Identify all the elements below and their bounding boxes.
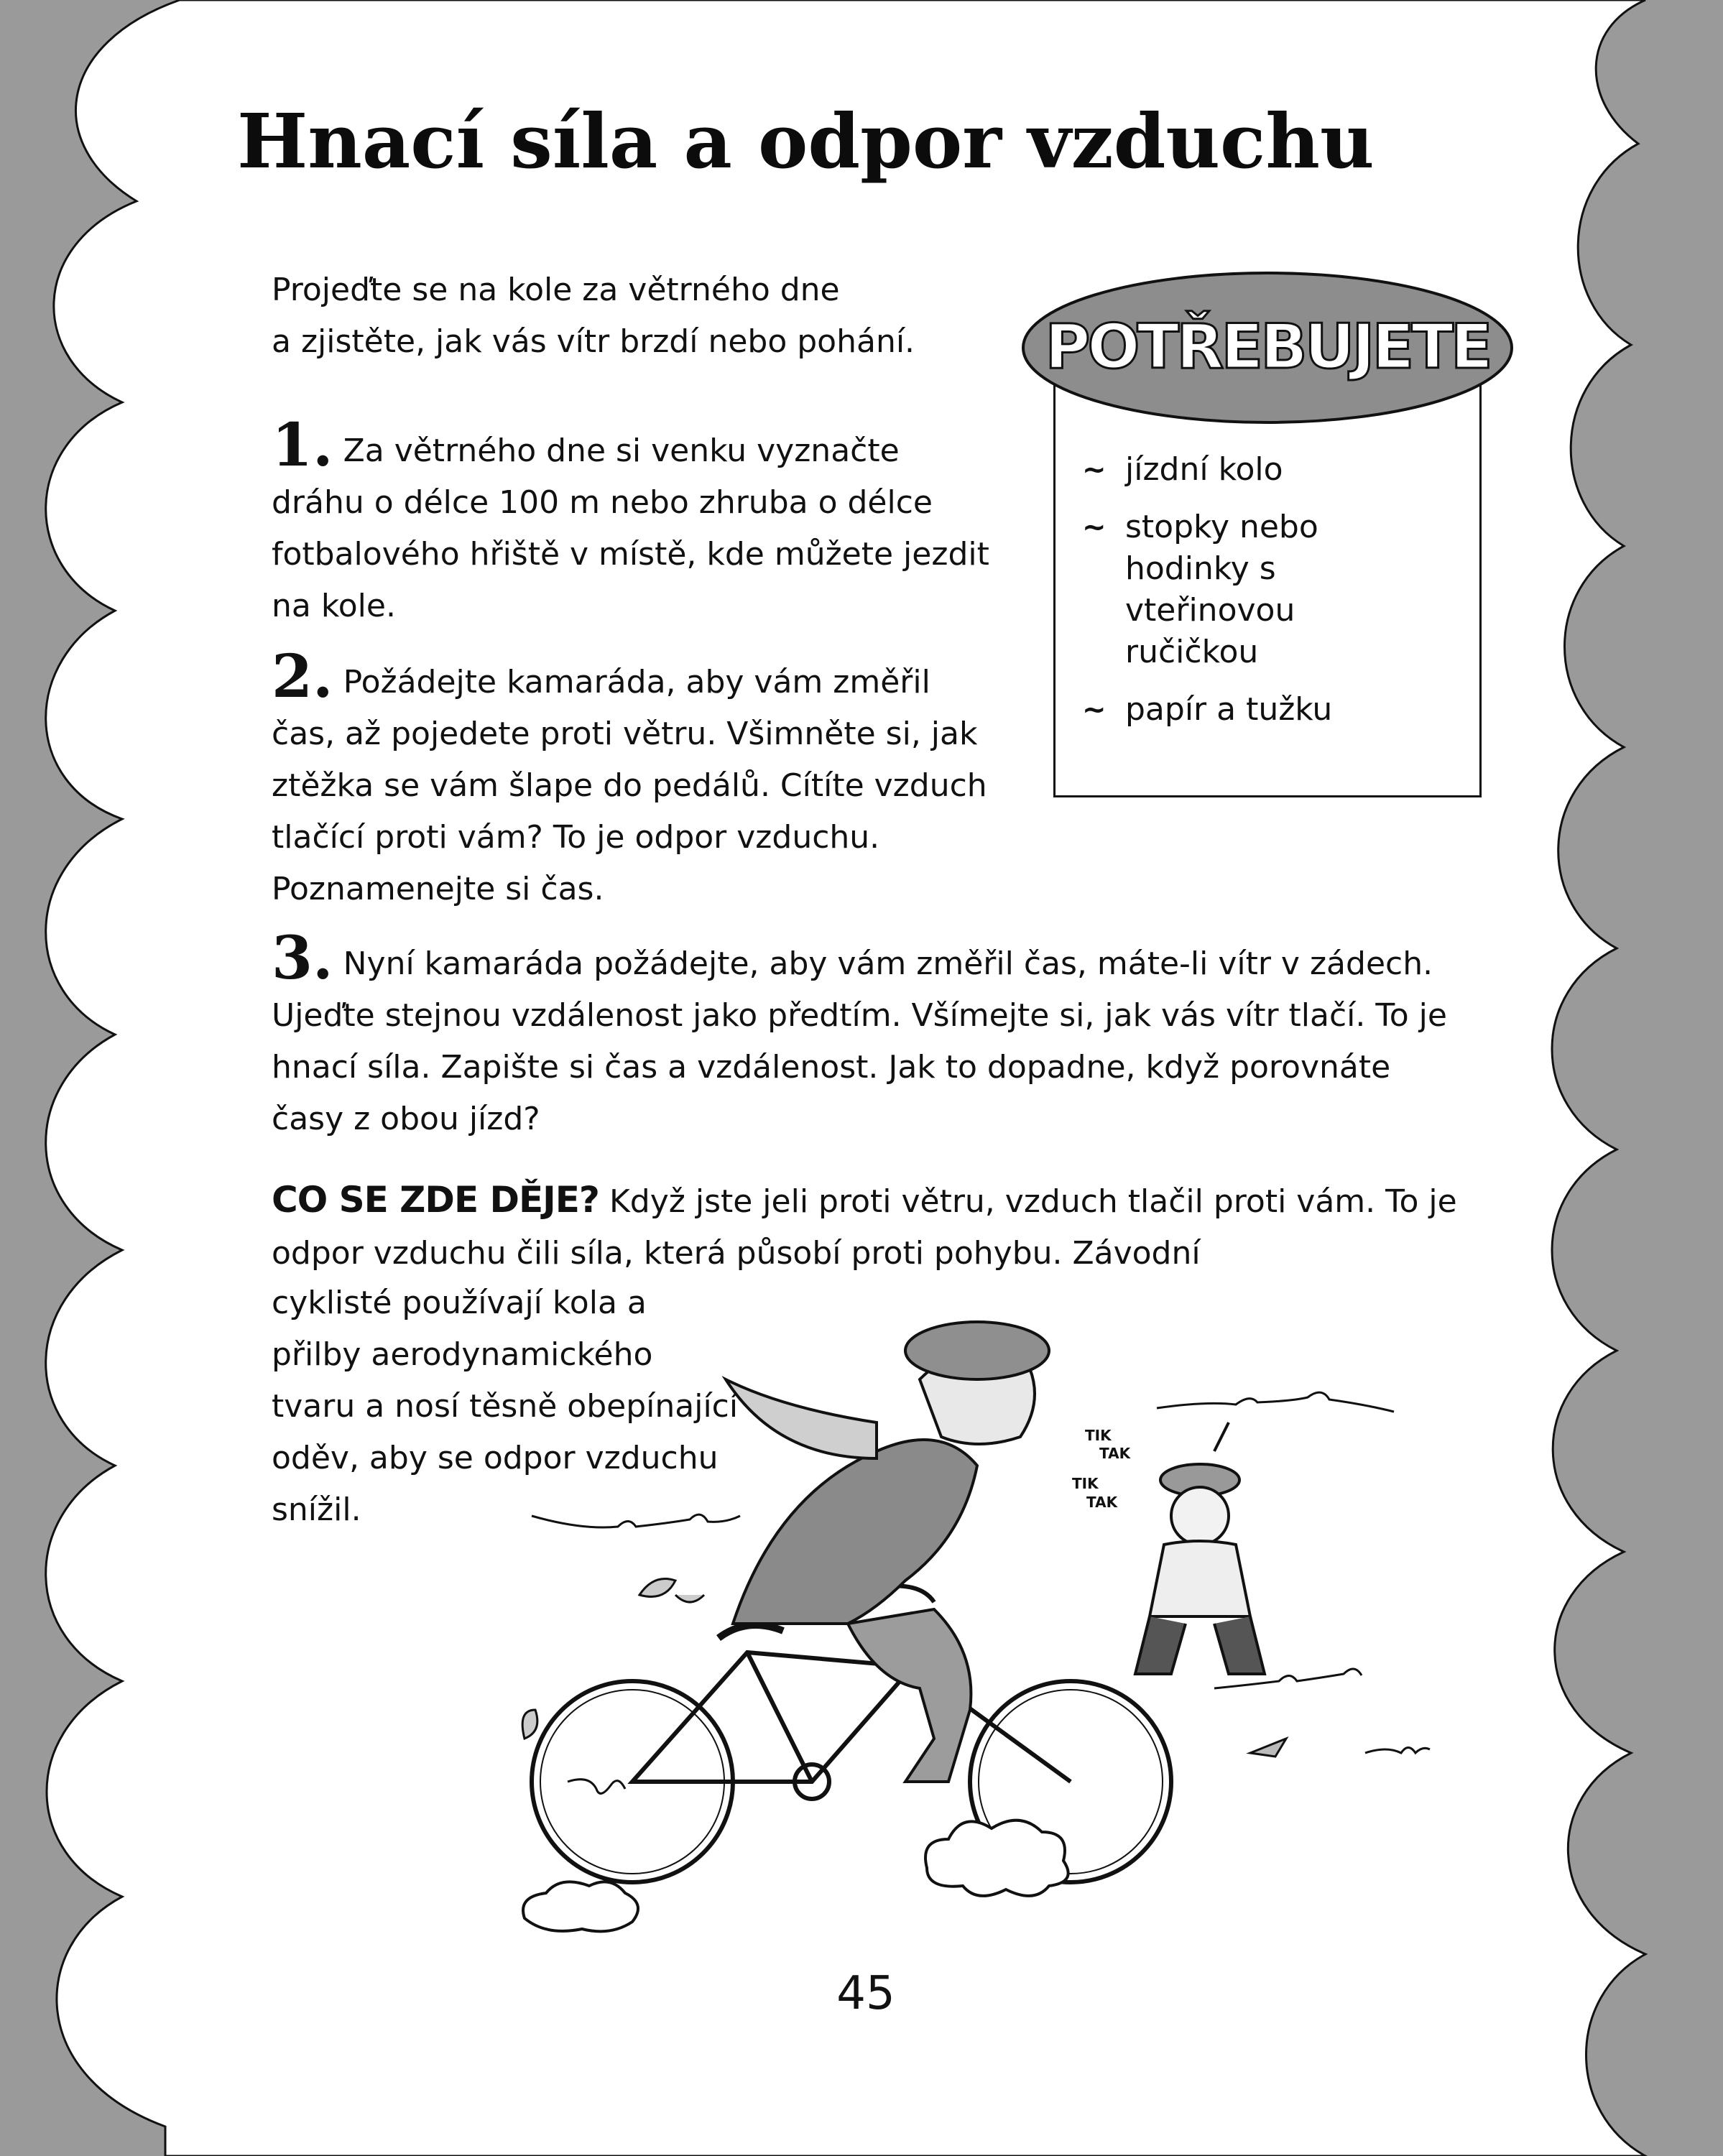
needs-item-text: papír a tužku (1125, 691, 1333, 728)
needs-item (1082, 506, 1470, 673)
needs-item-text: jízdní kolo (1125, 451, 1283, 488)
clouds (523, 1820, 1068, 1932)
needs-item (1082, 449, 1470, 491)
step-text: Požádejte kamaráda, aby vám změřil čas, až pojedete proti větru. Všimněte si, jak ztěžka se vám šlape do pedálů. Cítíte vzduch tlačící proti vám? To je odpor vzduchu. Poznamenejte si čas. (272, 664, 987, 907)
intro-paragraph (272, 264, 961, 368)
sound-word: TAK (1099, 1445, 1131, 1462)
needs-heading: POTŘEBUJETE (1045, 311, 1490, 383)
step-number: 1. (272, 411, 333, 480)
step-number: 3. (272, 924, 333, 993)
explanation-text: Když jste jeli proti větru, vzduch tlačil proti vám. To je odpor vzduchu čili síla, která působí proti pohybu. Závodní (272, 1183, 1457, 1272)
cyclist-illustration (474, 1279, 1437, 1940)
page-title: Hnací síla a odpor vzduchu (237, 97, 1375, 185)
sound-word: TIK (1085, 1427, 1112, 1444)
bullet-tilde-icon: ~ (1082, 511, 1107, 544)
page-number: 45 (836, 1967, 895, 2020)
sound-words (1072, 1427, 1132, 1511)
step-text: Nyní kamaráda požádejte, aby vám změřil čas, máte-li vítr v zádech. Ujeďte stejnou vzdálenost jako předtím. Všímejte si, jak vás vítr tlačí. To je hnací síla. Zapište si čas a vzdálenost. Jak to dopadne, když porovnáte časy z obou jízd? (272, 945, 1447, 1137)
cyclist-figure (726, 1322, 1049, 1782)
explanation-heading: CO SE ZDE DĚJE? (272, 1179, 599, 1221)
needs-heading-oval (1016, 269, 1519, 427)
step-number: 2. (272, 642, 333, 711)
bullet-tilde-icon: ~ (1082, 693, 1107, 726)
step-3 (272, 924, 1450, 1145)
step-1 (272, 411, 990, 632)
explanation-text-narrow: cyklisté používají kola a přilby aerodynamického tvaru a nosí těsně obepínající oděv, aby se odpor vzduchu snížil. (272, 1285, 739, 1528)
step-2 (272, 642, 990, 915)
sound-word: TIK (1072, 1475, 1099, 1492)
explanation-paragraph (272, 1174, 1479, 1280)
leaf-icon (639, 1579, 704, 1603)
intro-line: Projeďte se na kole za větrného dne (272, 272, 840, 308)
bullet-tilde-icon: ~ (1082, 453, 1107, 486)
needs-item (1082, 689, 1470, 731)
step-text: Za větrného dne si venku vyznačte dráhu o délce 100 m nebo zhruba o délce fotbalového hřiště v místě, kde můžete jezdit na kole. (272, 432, 989, 624)
leaf-icon (522, 1710, 537, 1739)
sound-word: TAK (1086, 1494, 1118, 1511)
needs-list (1082, 449, 1470, 746)
leaf-icon (1250, 1739, 1286, 1757)
timekeeper-figure (1135, 1422, 1265, 1674)
needs-item-text: stopky nebo hodinky s vteřinovou ručičkou (1125, 509, 1318, 670)
intro-line: a zjistěte, jak vás vítr brzdí nebo pohání. (272, 323, 915, 360)
